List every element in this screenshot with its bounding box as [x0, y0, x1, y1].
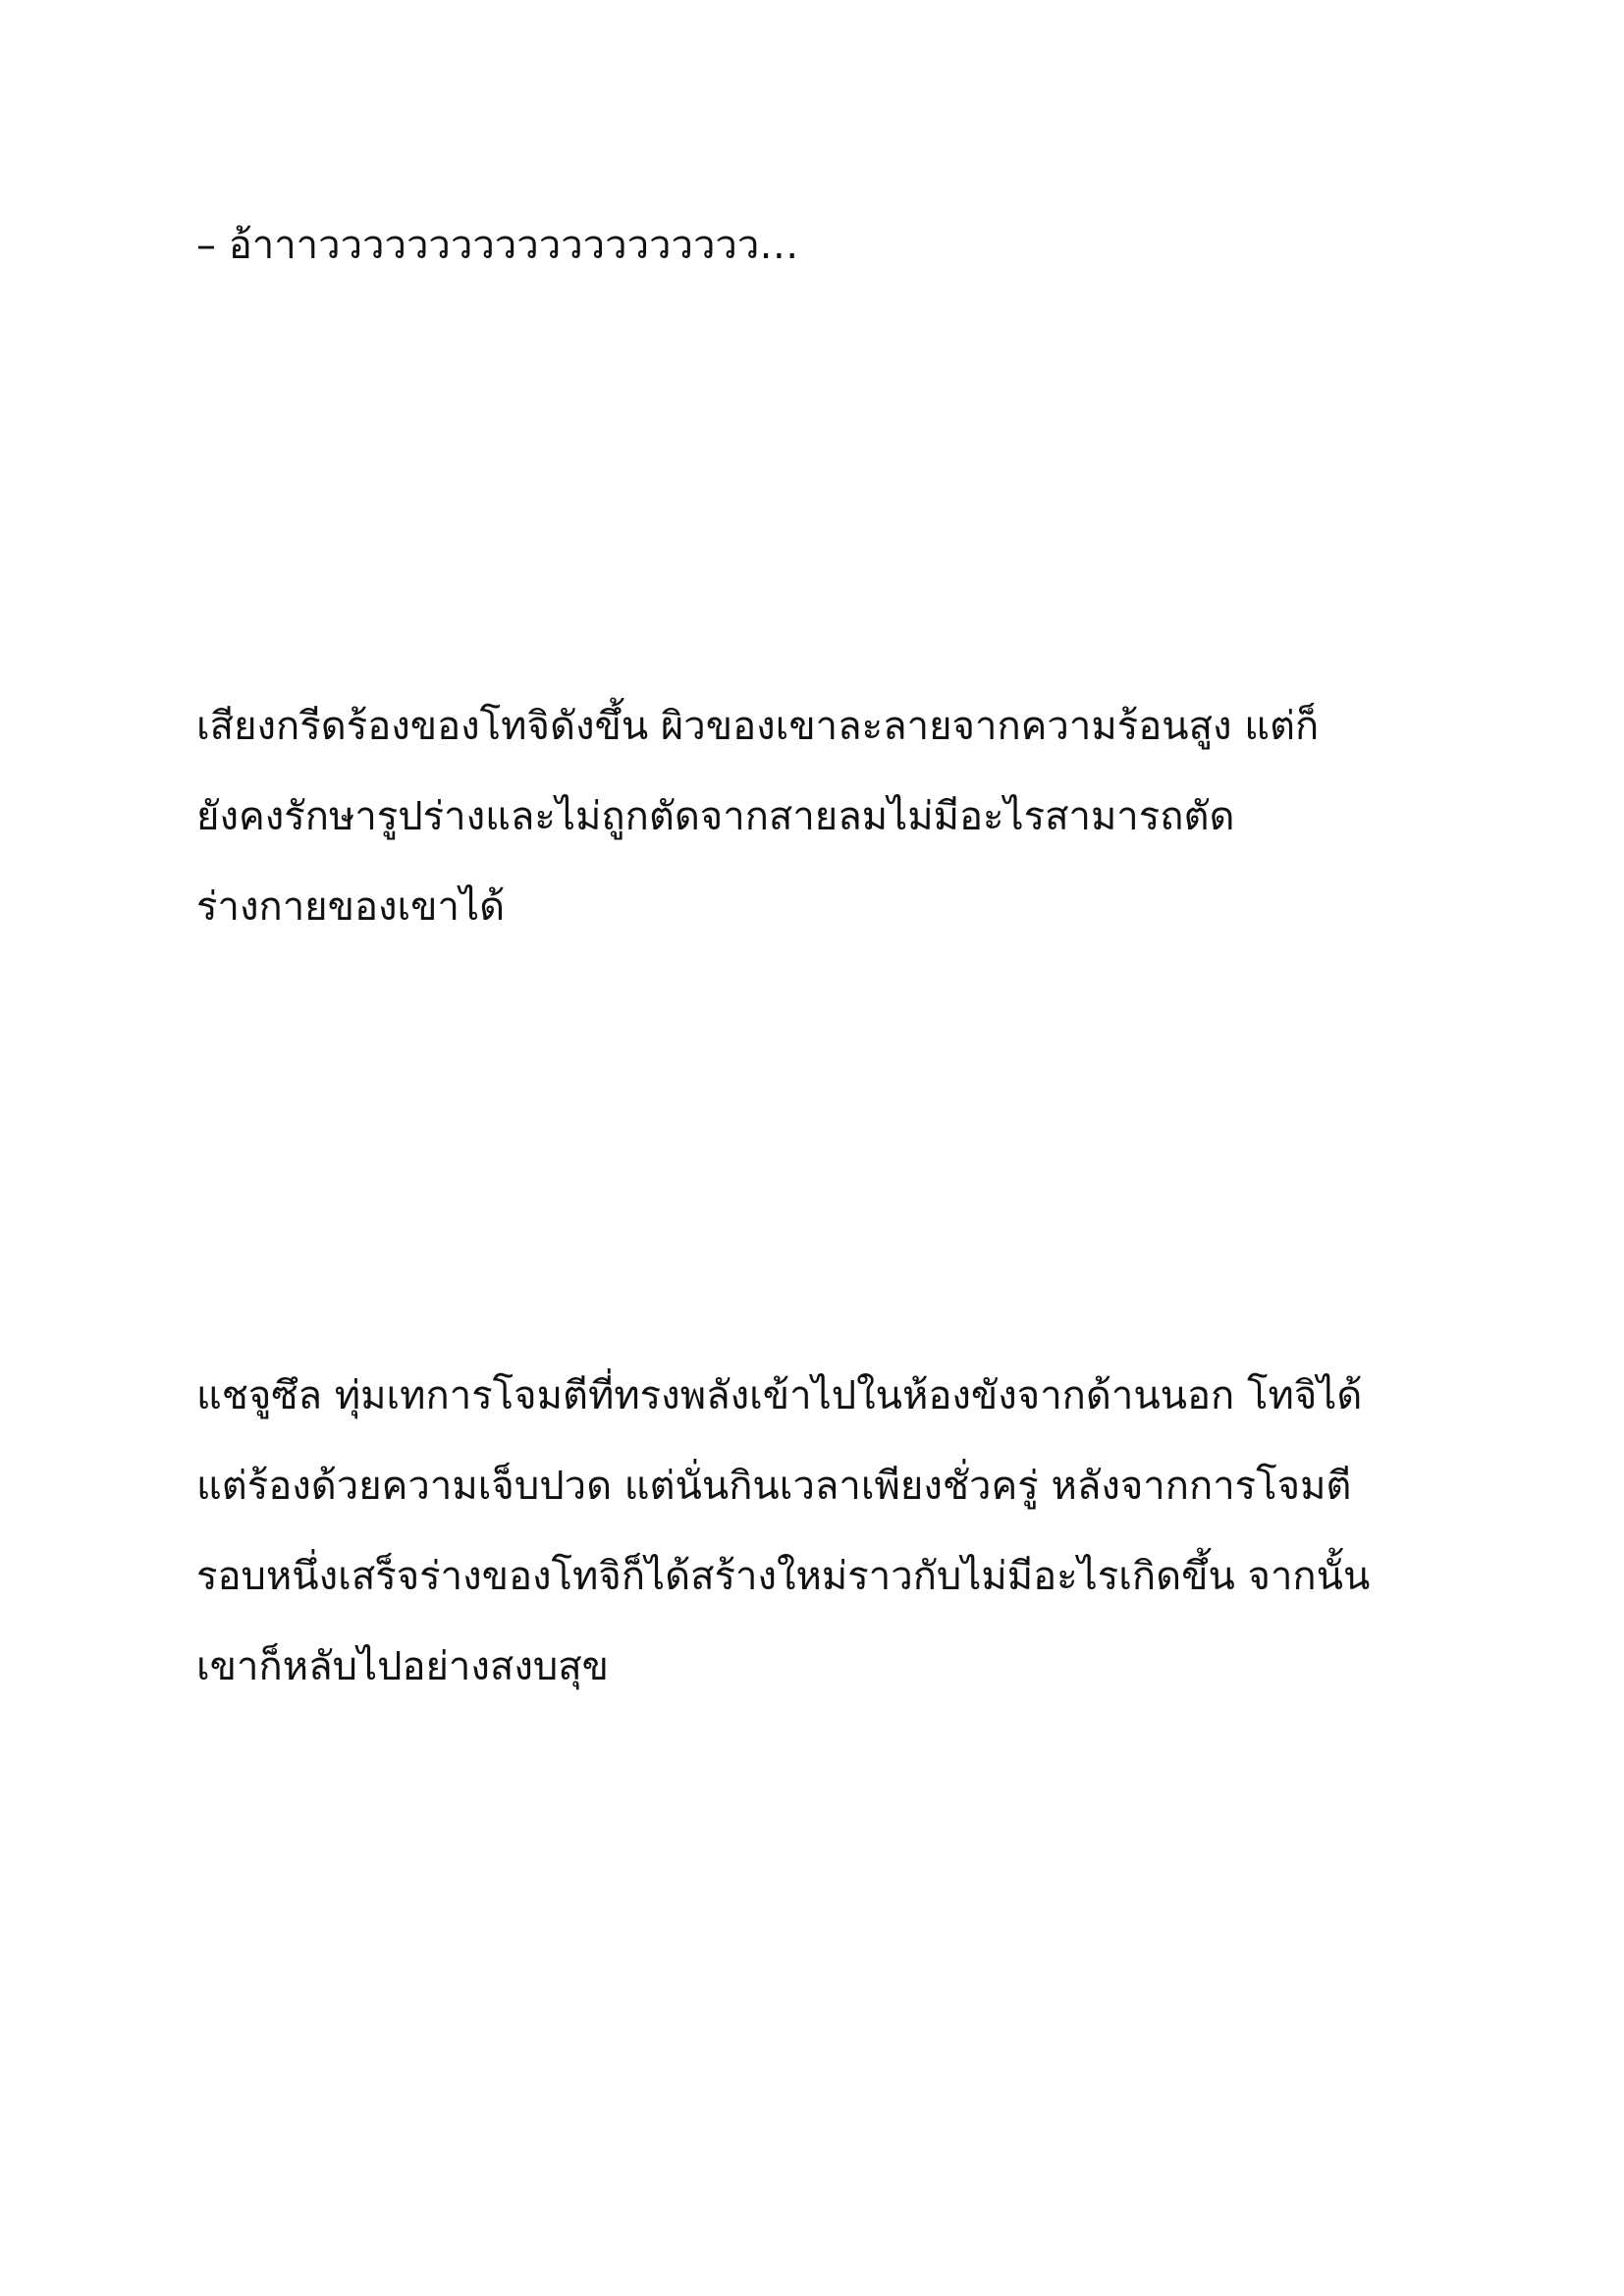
paragraph-line: แชจูซึล ทุ่มเทการโจมตีที่ทรงพลังเข้าไปในห้องขังจากด้านนอก โทจิได้ — [196, 1373, 1363, 1418]
paragraph-line: ร่างกายของเขาได้ — [196, 884, 506, 930]
paragraph-line: รอบหนึ่งเสร็จร่างของโทจิก็ได้สร้างใหม่ราวกับไม่มีอะไรเกิดขึ้น จากนั้น — [196, 1554, 1371, 1599]
paragraph-line: เขาก็หลับไปอย่างสงบสุข — [196, 1644, 610, 1689]
paragraph-line: – อ้าาาวววววววววววววววววววว… — [196, 223, 799, 268]
paragraph-line: ยังคงรักษารูปร่างและไม่ถูกตัดจากสายลมไม่มีอะไรสามารถตัด — [196, 794, 1235, 839]
paragraph-line: แต่ร้องด้วยความเจ็บปวด แต่นั่นกินเวลาเพียงชั่วครู่ หลังจากการโจมตี — [196, 1464, 1352, 1509]
paragraph-line: เสียงกรีดร้องของโทจิดังขึ้น ผิวของเขาละลายจากความร้อนสูง แต่ก็ — [196, 704, 1320, 749]
